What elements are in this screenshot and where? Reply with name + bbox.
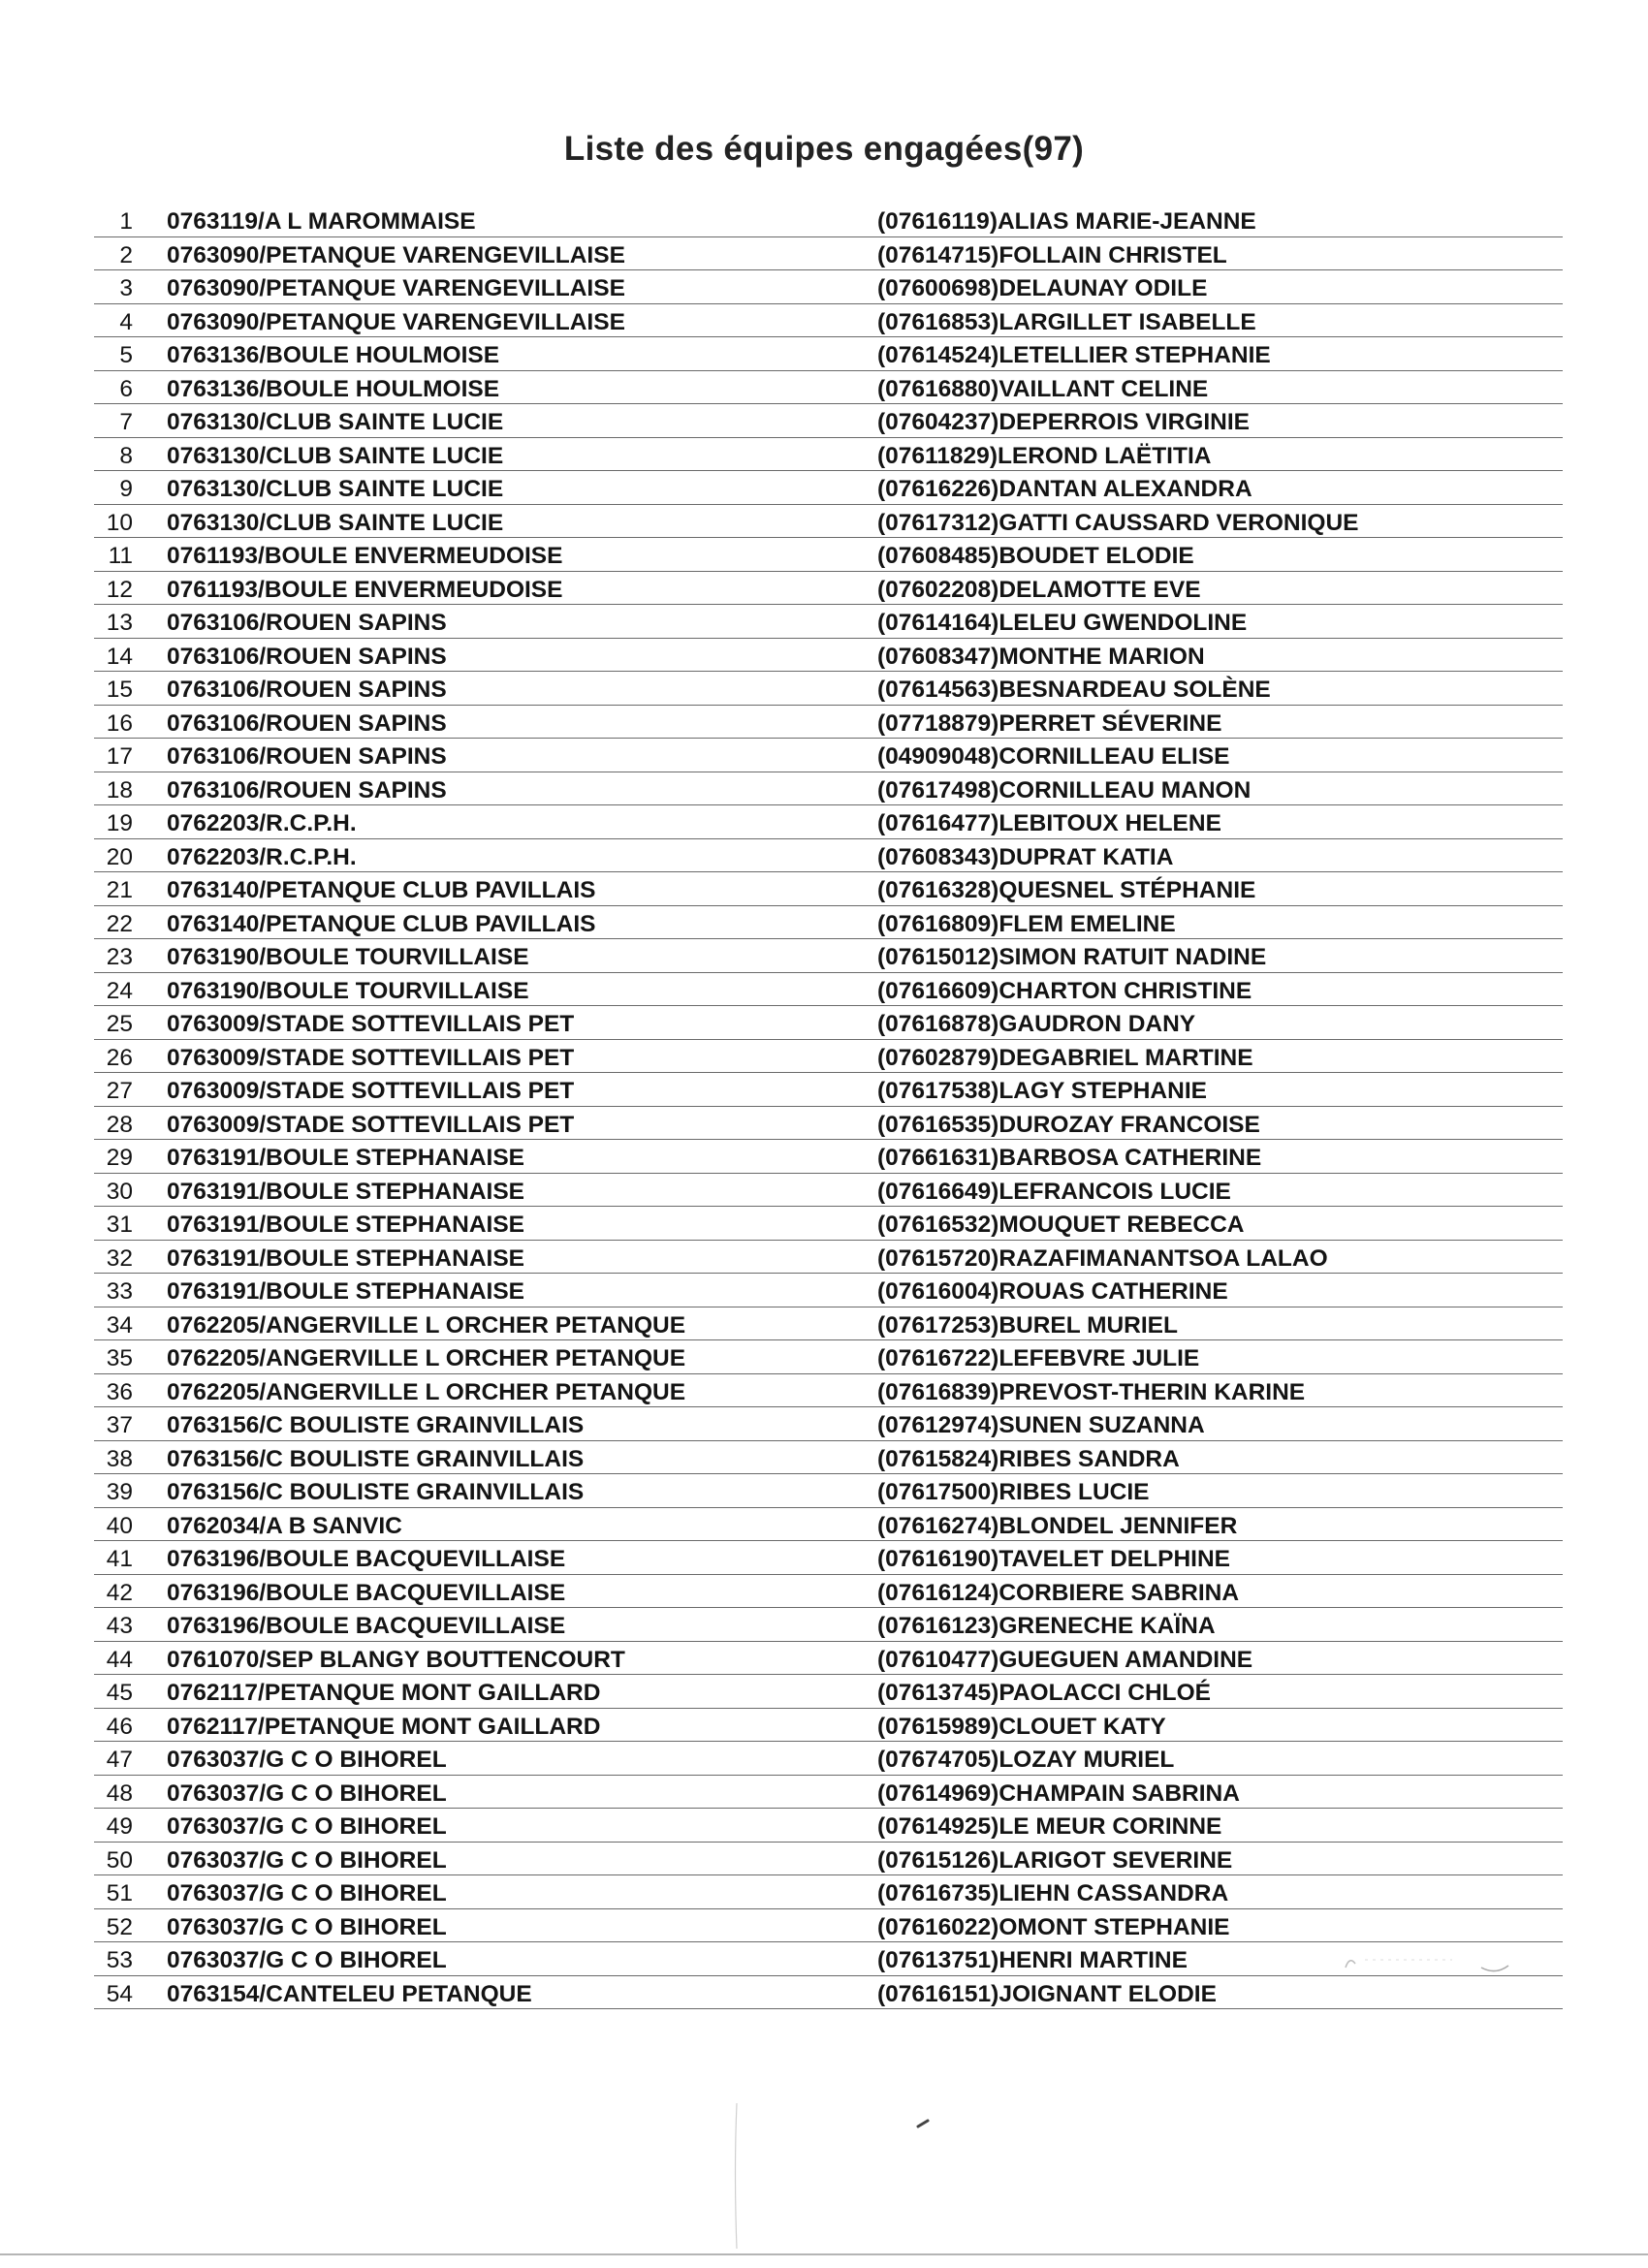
player-name: (07602879)DEGABRIEL MARTINE <box>877 1044 1253 1071</box>
team-row <box>94 1040 1563 1074</box>
club-name: 0762205/ANGERVILLE L ORCHER PETANQUE <box>167 1311 686 1339</box>
club-name: 0763130/CLUB SAINTE LUCIE <box>167 476 504 502</box>
team-list <box>94 204 1563 2009</box>
row-number: 50 <box>106 1846 133 1874</box>
club-name: 0762203/R.C.P.H. <box>167 843 357 870</box>
club-name: 0763191/BOULE STEPHANAISE <box>167 1244 524 1272</box>
team-row <box>94 1107 1563 1141</box>
player-name: (07613751)HENRI MARTINE <box>877 1947 1188 1973</box>
team-row <box>94 337 1563 371</box>
player-name: (07616477)LEBITOUX HELENE <box>877 810 1221 836</box>
club-name: 0761193/BOULE ENVERMEUDOISE <box>167 576 563 603</box>
player-name: (07615720)RAZAFIMANANTSOA LALAO <box>877 1244 1328 1272</box>
player-name: (07616532)MOUQUET REBECCA <box>877 1212 1245 1238</box>
player-name: (07617312)GATTI CAUSSARD VERONIQUE <box>877 509 1359 536</box>
player-name: (07616328)QUESNEL STÉPHANIE <box>877 877 1256 903</box>
player-name: (07616004)ROUAS CATHERINE <box>877 1278 1228 1305</box>
player-name: (07604237)DEPERROIS VIRGINIE <box>877 409 1250 435</box>
team-row <box>94 304 1563 338</box>
club-name: 0763106/ROUEN SAPINS <box>167 643 447 670</box>
row-number: 33 <box>106 1278 133 1305</box>
club-name: 0763136/BOULE HOULMOISE <box>167 375 500 402</box>
club-name: 0763009/STADE SOTTEVILLAIS PET <box>167 1111 575 1138</box>
row-number: 47 <box>106 1747 133 1773</box>
player-name: (07615012)SIMON RATUIT NADINE <box>877 944 1267 970</box>
team-row <box>94 1541 1563 1575</box>
player-name: (07616190)TAVELET DELPHINE <box>877 1546 1230 1572</box>
row-number: 48 <box>106 1780 133 1807</box>
row-number: 51 <box>106 1880 133 1906</box>
club-name: 0763191/BOULE STEPHANAISE <box>167 1145 524 1171</box>
row-number: 15 <box>106 677 133 703</box>
player-name: (07616124)CORBIERE SABRINA <box>877 1579 1240 1606</box>
club-name: 0763037/G C O BIHOREL <box>167 1747 447 1773</box>
player-name: (07616722)LEFEBVRE JULIE <box>877 1345 1200 1371</box>
player-name: (07615126)LARIGOT SEVERINE <box>877 1846 1233 1874</box>
row-number: 34 <box>106 1311 133 1339</box>
team-row <box>94 1608 1563 1642</box>
player-name: (07616609)CHARTON CHRISTINE <box>877 977 1252 1004</box>
row-number: 13 <box>106 610 133 636</box>
club-name: 0761070/SEP BLANGY BOUTTENCOURT <box>167 1646 625 1673</box>
player-name: (07617500)RIBES LUCIE <box>877 1479 1150 1505</box>
player-name: (07613745)PAOLACCI CHLOÉ <box>877 1680 1212 1706</box>
team-row <box>94 204 1563 237</box>
row-number: 53 <box>106 1947 133 1973</box>
team-row <box>94 605 1563 639</box>
player-name: (07614563)BESNARDEAU SOLÈNE <box>877 677 1271 703</box>
team-row <box>94 538 1563 572</box>
player-name: (07600698)DELAUNAY ODILE <box>877 275 1208 301</box>
team-row <box>94 1374 1563 1408</box>
team-row <box>94 1909 1563 1943</box>
team-row <box>94 939 1563 973</box>
club-name: 0763130/CLUB SAINTE LUCIE <box>167 409 504 435</box>
row-number: 45 <box>106 1680 133 1706</box>
row-number: 42 <box>106 1579 133 1606</box>
player-name: (07616853)LARGILLET ISABELLE <box>877 308 1256 335</box>
row-number: 16 <box>106 709 133 737</box>
page-title: Liste des équipes engagées(97) <box>563 130 1085 168</box>
team-row <box>94 270 1563 304</box>
player-name: (07614925)LE MEUR CORINNE <box>877 1813 1222 1840</box>
row-number: 1 <box>119 208 133 235</box>
player-name: (07614969)CHAMPAIN SABRINA <box>877 1780 1240 1807</box>
row-number: 19 <box>106 810 133 836</box>
team-row <box>94 1709 1563 1743</box>
player-name: (07616649)LEFRANCOIS LUCIE <box>877 1178 1231 1205</box>
row-number: 5 <box>119 342 133 368</box>
player-name: (07616839)PREVOST-THERIN KARINE <box>877 1378 1306 1405</box>
club-name: 0763009/STADE SOTTEVILLAIS PET <box>167 1044 575 1071</box>
team-row <box>94 1073 1563 1107</box>
team-row <box>94 1843 1563 1876</box>
club-name: 0763156/C BOULISTE GRAINVILLAIS <box>167 1412 585 1438</box>
row-number: 36 <box>106 1378 133 1405</box>
club-name: 0763090/PETANQUE VARENGEVILLAISE <box>167 308 625 335</box>
player-name: (07674705)LOZAY MURIEL <box>877 1747 1175 1773</box>
team-row <box>94 1340 1563 1374</box>
player-name: (07608343)DUPRAT KATIA <box>877 843 1174 870</box>
player-name: (07610477)GUEGUEN AMANDINE <box>877 1646 1253 1673</box>
row-number: 8 <box>119 442 133 469</box>
team-row <box>94 672 1563 706</box>
team-row <box>94 639 1563 673</box>
club-name: 0762205/ANGERVILLE L ORCHER PETANQUE <box>167 1345 686 1371</box>
club-name: 0763190/BOULE TOURVILLAISE <box>167 944 529 970</box>
team-row <box>94 805 1563 839</box>
team-row <box>94 1307 1563 1341</box>
row-number: 14 <box>106 643 133 670</box>
club-name: 0762117/PETANQUE MONT GAILLARD <box>167 1680 601 1706</box>
team-row <box>94 1207 1563 1241</box>
team-row <box>94 1441 1563 1475</box>
club-name: 0763156/C BOULISTE GRAINVILLAIS <box>167 1479 585 1505</box>
team-row <box>94 1274 1563 1307</box>
club-name: 0763037/G C O BIHOREL <box>167 1913 447 1940</box>
club-name: 0763090/PETANQUE VARENGEVILLAISE <box>167 275 625 301</box>
row-number: 25 <box>106 1011 133 1037</box>
player-name: (07616878)GAUDRON DANY <box>877 1011 1196 1037</box>
club-name: 0762034/A B SANVIC <box>167 1512 402 1539</box>
player-name: (07617253)BUREL MURIEL <box>877 1311 1178 1339</box>
club-name: 0763130/CLUB SAINTE LUCIE <box>167 509 504 536</box>
row-number: 49 <box>106 1813 133 1840</box>
team-row <box>94 371 1563 405</box>
club-name: 0763009/STADE SOTTEVILLAIS PET <box>167 1078 575 1104</box>
club-name: 0763196/BOULE BACQUEVILLAISE <box>167 1546 566 1572</box>
row-number: 41 <box>106 1546 133 1572</box>
player-name: (07616123)GRENECHE KAÏNA <box>877 1613 1216 1639</box>
club-name: 0763106/ROUEN SAPINS <box>167 709 447 737</box>
player-name: (07616119)ALIAS MARIE-JEANNE <box>877 208 1256 235</box>
team-row <box>94 471 1563 505</box>
player-name: (07608485)BOUDET ELODIE <box>877 543 1194 569</box>
team-row <box>94 1776 1563 1810</box>
team-row <box>94 1809 1563 1843</box>
club-name: 0762205/ANGERVILLE L ORCHER PETANQUE <box>167 1378 686 1405</box>
club-name: 0763190/BOULE TOURVILLAISE <box>167 977 529 1004</box>
scan-artifact-line <box>733 2103 739 2249</box>
player-name: (07602208)DELAMOTTE EVE <box>877 576 1201 603</box>
row-number: 38 <box>106 1445 133 1472</box>
player-name: (07616809)FLEM EMELINE <box>877 910 1176 937</box>
club-name: 0763106/ROUEN SAPINS <box>167 610 447 636</box>
scan-smudge <box>1336 1938 1530 1977</box>
team-row <box>94 973 1563 1007</box>
player-name: (07616880)VAILLANT CELINE <box>877 375 1209 402</box>
club-name: 0763191/BOULE STEPHANAISE <box>167 1278 524 1305</box>
row-number: 21 <box>106 877 133 903</box>
row-number: 3 <box>119 275 133 301</box>
club-name: 0763037/G C O BIHOREL <box>167 1780 447 1807</box>
player-name: (07616535)DUROZAY FRANCOISE <box>877 1111 1260 1138</box>
row-number: 10 <box>106 509 133 536</box>
row-number: 22 <box>106 910 133 937</box>
team-row <box>94 1976 1563 2010</box>
club-name: 0761193/BOULE ENVERMEUDOISE <box>167 543 563 569</box>
player-name: (07611829)LEROND LAËTITIA <box>877 442 1212 469</box>
club-name: 0763156/C BOULISTE GRAINVILLAIS <box>167 1445 585 1472</box>
row-number: 20 <box>106 843 133 870</box>
club-name: 0763106/ROUEN SAPINS <box>167 677 447 703</box>
club-name: 0763090/PETANQUE VARENGEVILLAISE <box>167 241 625 268</box>
team-row <box>94 772 1563 806</box>
row-number: 46 <box>106 1713 133 1740</box>
player-name: (07612974)SUNEN SUZANNA <box>877 1412 1205 1438</box>
row-number: 29 <box>106 1145 133 1171</box>
row-number: 30 <box>106 1178 133 1205</box>
club-name: 0763037/G C O BIHOREL <box>167 1813 447 1840</box>
player-name: (07615824)RIBES SANDRA <box>877 1445 1180 1472</box>
row-number: 32 <box>106 1244 133 1272</box>
club-name: 0762203/R.C.P.H. <box>167 810 357 836</box>
club-name: 0763191/BOULE STEPHANAISE <box>167 1212 524 1238</box>
club-name: 0763196/BOULE BACQUEVILLAISE <box>167 1579 566 1606</box>
team-row <box>94 237 1563 271</box>
player-name: (07616226)DANTAN ALEXANDRA <box>877 476 1252 502</box>
player-name: (07614715)FOLLAIN CHRISTEL <box>877 241 1227 268</box>
row-number: 9 <box>119 476 133 502</box>
club-name: 0763037/G C O BIHOREL <box>167 1880 447 1906</box>
club-name: 0763009/STADE SOTTEVILLAIS PET <box>167 1011 575 1037</box>
row-number: 44 <box>106 1646 133 1673</box>
row-number: 12 <box>106 576 133 603</box>
team-row <box>94 404 1563 438</box>
club-name: 0763130/CLUB SAINTE LUCIE <box>167 442 504 469</box>
player-name: (07617498)CORNILLEAU MANON <box>877 776 1252 803</box>
row-number: 7 <box>119 409 133 435</box>
row-number: 6 <box>119 375 133 402</box>
row-number: 40 <box>106 1512 133 1539</box>
row-number: 54 <box>106 1980 133 2007</box>
row-number: 35 <box>106 1345 133 1371</box>
team-row <box>94 906 1563 940</box>
team-row <box>94 1174 1563 1208</box>
team-row <box>94 572 1563 606</box>
club-name: 0762117/PETANQUE MONT GAILLARD <box>167 1713 601 1740</box>
team-row <box>94 1642 1563 1676</box>
club-name: 0763154/CANTELEU PETANQUE <box>167 1980 532 2007</box>
player-name: (07616274)BLONDEL JENNIFER <box>877 1512 1238 1539</box>
club-name: 0763140/PETANQUE CLUB PAVILLAIS <box>167 910 596 937</box>
player-name: (07718879)PERRET SÉVERINE <box>877 709 1222 737</box>
player-name: (07661631)BARBOSA CATHERINE <box>877 1145 1262 1171</box>
team-row <box>94 505 1563 539</box>
club-name: 0763106/ROUEN SAPINS <box>167 776 447 803</box>
player-name: (04909048)CORNILLEAU ELISE <box>877 743 1230 770</box>
row-number: 11 <box>108 543 133 569</box>
club-name: 0763119/A L MAROMMAISE <box>167 208 476 235</box>
player-name: (07615989)CLOUET KATY <box>877 1713 1166 1740</box>
row-number: 31 <box>106 1212 133 1238</box>
player-name: (07608347)MONTHE MARION <box>877 643 1205 670</box>
player-name: (07614164)LELEU GWENDOLINE <box>877 610 1248 636</box>
row-number: 4 <box>119 308 133 335</box>
row-number: 24 <box>106 977 133 1004</box>
club-name: 0763106/ROUEN SAPINS <box>167 743 447 770</box>
row-number: 18 <box>106 776 133 803</box>
player-name: (07617538)LAGY STEPHANIE <box>877 1078 1207 1104</box>
club-name: 0763196/BOULE BACQUEVILLAISE <box>167 1613 566 1639</box>
team-row <box>94 706 1563 740</box>
club-name: 0763140/PETANQUE CLUB PAVILLAIS <box>167 877 596 903</box>
team-row <box>94 1006 1563 1040</box>
row-number: 52 <box>106 1913 133 1940</box>
player-name: (07616151)JOIGNANT ELODIE <box>877 1980 1217 2007</box>
pen-mark <box>916 2119 930 2128</box>
row-number: 28 <box>106 1111 133 1138</box>
row-number: 23 <box>106 944 133 970</box>
team-row <box>94 1742 1563 1776</box>
club-name: 0763037/G C O BIHOREL <box>167 1846 447 1874</box>
row-number: 27 <box>106 1078 133 1104</box>
row-number: 37 <box>106 1412 133 1438</box>
player-name: (07614524)LETELLIER STEPHANIE <box>877 342 1271 368</box>
player-name: (07616735)LIEHN CASSANDRA <box>877 1880 1229 1906</box>
team-row <box>94 1474 1563 1508</box>
team-row <box>94 1140 1563 1174</box>
team-row <box>94 1675 1563 1709</box>
team-row <box>94 1407 1563 1441</box>
club-name: 0763136/BOULE HOULMOISE <box>167 342 500 368</box>
row-number: 2 <box>119 241 133 268</box>
row-number: 17 <box>106 743 133 770</box>
team-row <box>94 739 1563 772</box>
team-row <box>94 438 1563 472</box>
team-row <box>94 1875 1563 1909</box>
team-row <box>94 839 1563 873</box>
row-number: 39 <box>106 1479 133 1505</box>
row-number: 43 <box>106 1613 133 1639</box>
player-name: (07616022)OMONT STEPHANIE <box>877 1913 1230 1940</box>
club-name: 0763191/BOULE STEPHANAISE <box>167 1178 524 1205</box>
team-row <box>94 1241 1563 1275</box>
page-bottom-edge <box>0 2253 1648 2255</box>
club-name: 0763037/G C O BIHOREL <box>167 1947 447 1973</box>
team-row <box>94 872 1563 906</box>
team-row <box>94 1575 1563 1609</box>
row-number: 26 <box>106 1044 133 1071</box>
team-row <box>94 1508 1563 1542</box>
